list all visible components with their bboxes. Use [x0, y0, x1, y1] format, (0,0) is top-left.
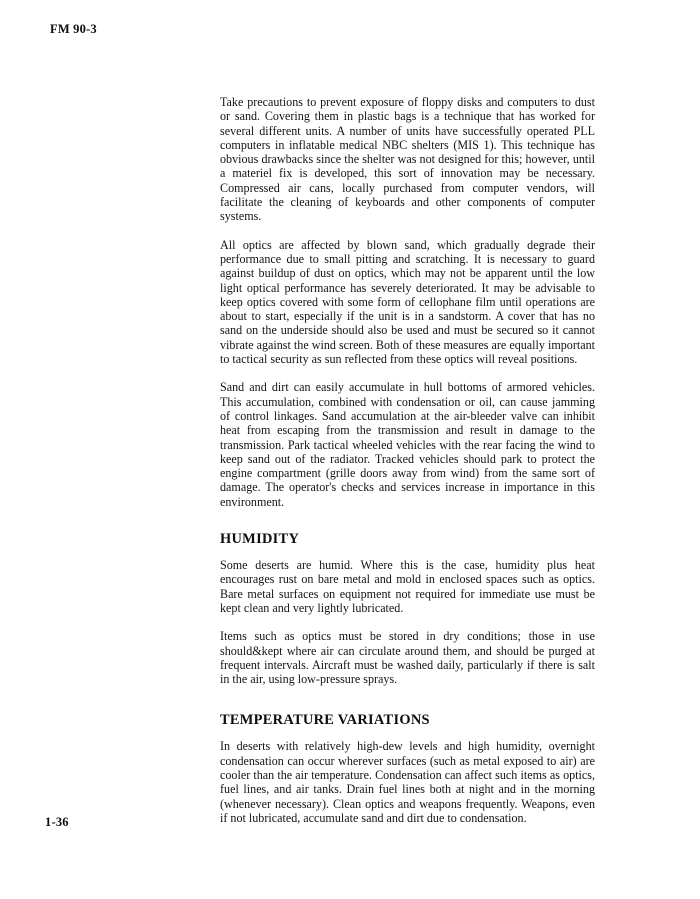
paragraph-condensation: In deserts with relatively high-dew levels and high humidity, overnight condensation can occur wherever surfaces (such as metal exposed to air) are cooler than the air temperature. Condensation can affect such items as optics, fuel lines, and air tanks. Drain fuel lines both at night and in the morning (whenever necessary). Clean optics and weapons frequently. Weapons, even if not lubricated, accumulate sand and dirt due to condensation.: [220, 739, 595, 825]
page-number: 1-36: [45, 815, 69, 829]
paragraph-optics-blown-sand: All optics are affected by blown sand, which gradually degrade their performance due to small pitting and scratching. It is necessary to guard against buildup of dust on optics, which may not be apparent until the low light optical performance has severely deteriorated. It may be advisable to keep optics covered with some form of cellophane film until operations are about to start, especially if the unit is in a sandstorm. A cover that has no sand on the underside should also be used and must be secured so it cannot vibrate against the wind screen. Both of these measures are equally important to tactical security as sun reflected from these optics will reveal positions.: [220, 237, 595, 367]
paragraph-optics-storage: Items such as optics must be stored in dry conditions; those in use should&kept where air can circulate around them, and should be purged at frequent intervals. Aircraft must be washed daily, particularly if there is salt in the air, using low-pressure sprays.: [220, 629, 595, 687]
section-heading-temperature-variations: TEMPERATURE VARIATIONS: [220, 712, 430, 729]
paragraph-vehicle-sand-accumulation: Sand and dirt can easily accumulate in hull bottoms of armored vehicles. This accumulation, combined with condensation or oil, can cause jamming of control linkages. Sand accumulation at the air-bleeder valve can inhibit heat from escaping from the transmission and result in damage to the transmission. Park tactical wheeled vehicles with the rear facing the wind to keep sand out of the radiator. Tracked vehicles should park to protect the engine compartment (grille doors away from wind) from the same sort of damage. The operator's checks and services increase in importance in this environment.: [220, 380, 595, 509]
section-heading-humidity: HUMIDITY: [220, 531, 300, 548]
running-head-manual-number: FM 90-3: [50, 22, 97, 36]
paragraph-dust-protection: Take precautions to prevent exposure of floppy disks and computers to dust or sand. Covering them in plastic bags is a technique that has worked for several different units. A number of units have successfully operated PLL computers in inflatable medical NBC shelters (MIS 1). This technique has obvious drawbacks since the shelter was not designed for this; however, until a materiel fix is developed, this sort of innovation may be necessary. Compressed air cans, locally purchased from computer vendors, will facilitate the cleaning of keyboards and other components of computer systems.: [220, 95, 595, 224]
paragraph-humidity-rust: Some deserts are humid. Where this is the case, humidity plus heat encourages rust on bare metal and mold in enclosed spaces such as optics. Bare metal surfaces on equipment not required for immediate use must be kept clean and very lightly lubricated.: [220, 558, 595, 615]
body-text-column: [220, 95, 595, 825]
